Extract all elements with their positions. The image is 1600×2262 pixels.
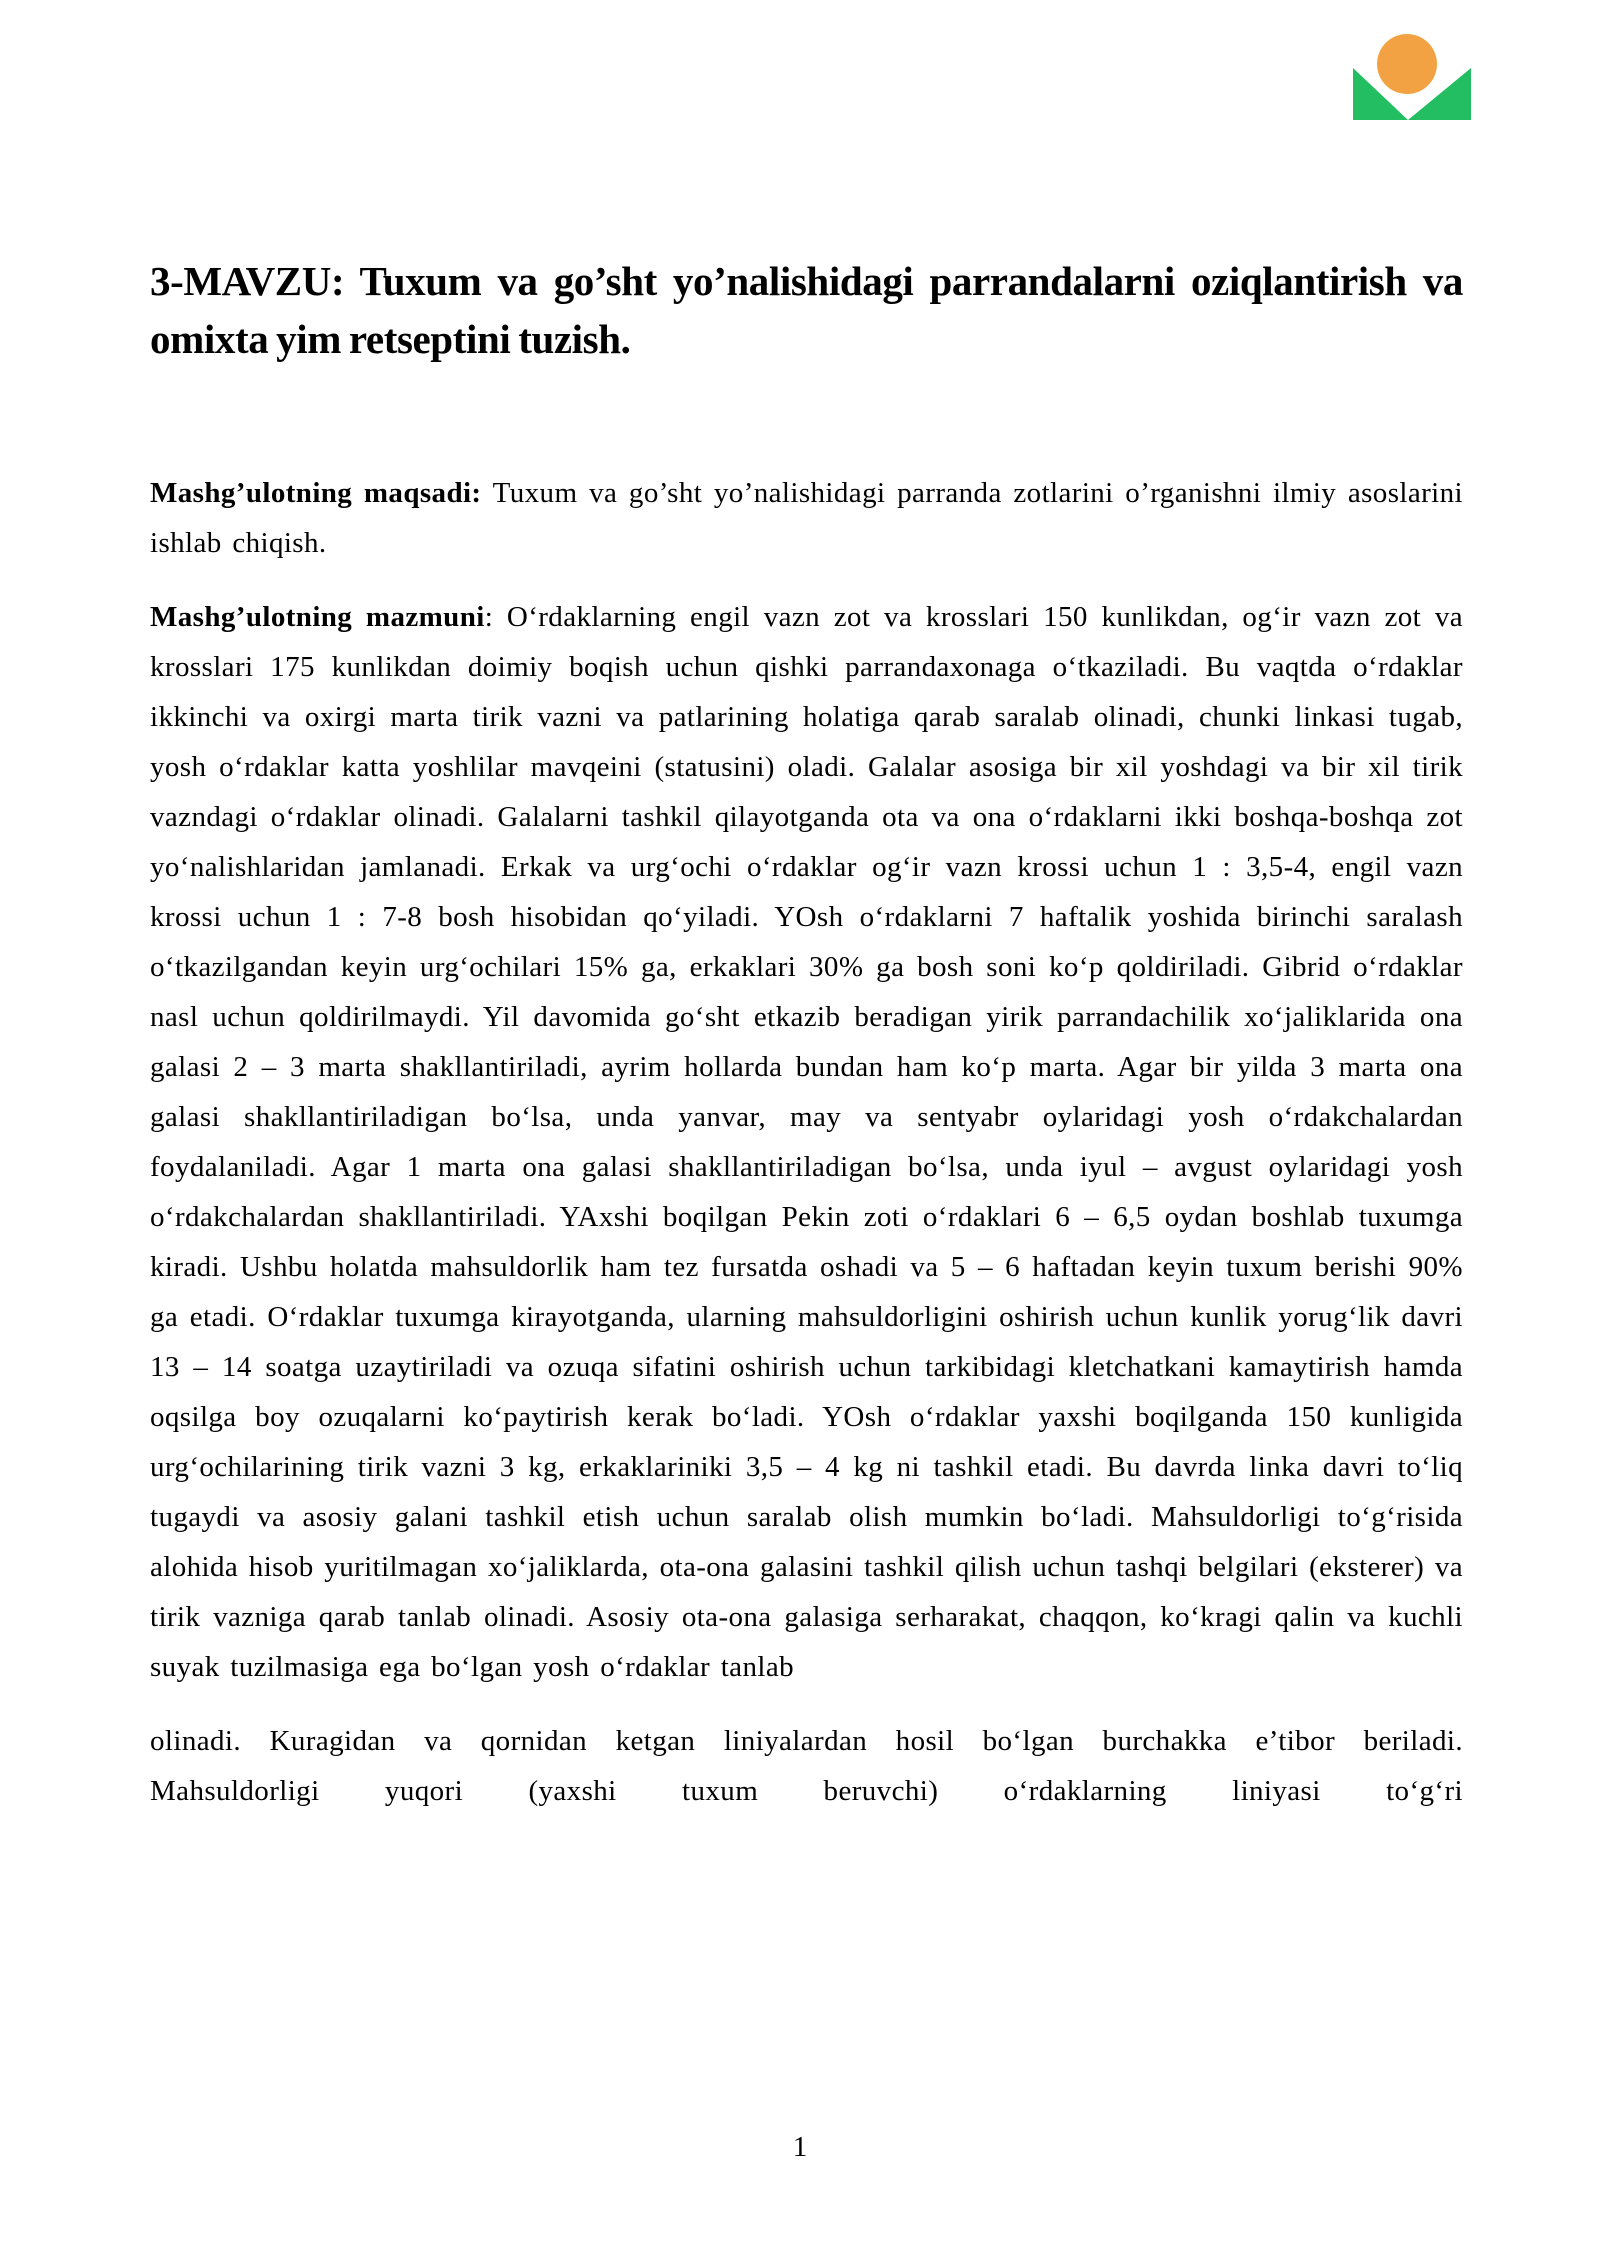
paragraph-purpose-text: Tuxum va go’sht yo’nalishidagi parranda zotlarini o’rganishni ilmiy asoslarini ishlab chiqish. xyxy=(150,477,1463,559)
page-number: 1 xyxy=(792,2131,808,2163)
paragraph-content-text: : Oʻrdaklarning engil vazn zot va krosslari 150 kunlikdan, ogʻir vazn zot va krosslari 175 kunlikdan doimiy boqish uchun qishki parrandaxonaga oʻtkaziladi. Bu vaqtda oʻrdaklar ikkinchi va oxirgi marta tirik vazni va patlarining holatiga qarab saralab olinadi, chunki linkasi tugab, yosh oʻrdaklar katta yoshlilar mavqeini (statusini) oladi. Galalar asosiga bir xil yoshdagi va bir xil tirik vazndagi oʻrdaklar olinadi. Galalarni tashkil qilayotganda ota va ona oʻrdaklarni ikki boshqa-boshqa zot yoʻnalishlaridan jamlanadi. Erkak va urgʻochi oʻrdaklar ogʻir vazn krossi uchun 1 : 3,5-4, engil vazn krossi uchun 1 : 7-8 bosh hisobidan qoʻyiladi. YOsh oʻrdaklarni 7 haftalik yoshida birinchi saralash oʻtkazilgandan keyin urgʻochilari 15% ga, erkaklari 30% ga bosh soni koʻp qoldiriladi. Gibrid oʻrdaklar nasl uchun qoldirilmaydi. Yil davomida goʻsht etkazib beradigan yirik parrandachilik xoʻjaliklarida ona galasi 2 – 3 marta shakllantiriladi, ayrim hollarda bundan ham koʻp marta. Agar bir yilda 3 marta ona galasi shakllantiriladigan boʻlsa, unda yanvar, may va sentyabr oylaridagi yosh oʻrdakchalardan foydalaniladi. Agar 1 marta ona galasi shakllantiriladigan boʻlsa, unda iyul – avgust oylaridagi yosh oʻrdakchalardan shakllantiriladi. YAxshi boqilgan Pekin zoti oʻrdaklari 6 – 6,5 oydan boshlab tuxumga kiradi. Ushbu holatda mahsuldorlik ham tez fursatda oshadi va 5 – 6 haftadan keyin tuxum berishi 90% ga etadi. Oʻrdaklar tuxumga kirayotganda, ularning mahsuldorligini oshirish uchun kunlik yorugʻlik davri 13 – 14 soatga uzaytiriladi va ozuqa sifatini oshirish uchun tarkibidagi kletchatkani kamaytirish hamda oqsilga boy ozuqalarni koʻpaytirish kerak boʻladi. YOsh oʻrdaklar yaxshi boqilganda 150 kunligida urgʻochilarining tirik vazni 3 kg, erkaklariniki 3,5 – 4 kg ni tashkil etadi. Bu davrda linka davri toʻliq tugaydi va asosiy galani tashkil etish uchun saralab olish mumkin boʻladi. Mahsuldorligi toʻgʻrisida alohida hisob yuritilmagan xoʻjaliklarda, ota-ona galasini tashkil qilish uchun tashqi belgilari (eksterer) va tirik vazniga qarab tanlab olinadi. Asosiy ota-ona galasiga serharakat, chaqqon, koʻkragi qalin va kuchli suyak tuzilmasiga ega boʻlgan yosh oʻrdaklar tanlab xyxy=(150,601,1464,1683)
paragraph-continuation-text: olinadi. Kuragidan va qornidan ketgan liniyalardan hosil boʻlgan burchakka e’tibor beriladi. Mahsuldorligi yuqori (yaxshi tuxum beruvchi) oʻrdaklarning liniyasi toʻgʻri xyxy=(150,1725,1463,1807)
paragraph-continuation xyxy=(150,1716,1463,1816)
paragraph-purpose xyxy=(150,468,1463,568)
document-content xyxy=(150,0,1463,1816)
page-footer xyxy=(0,2130,1600,2164)
paragraph-content-lead: Mashg’ulotning mazmuni xyxy=(150,601,485,633)
page-title: 3-MAVZU: Tuxum va go’sht yo’nalishidagi parrandalarni oziqlantirish va omixta yim retseptini tuzish. xyxy=(150,258,1463,362)
paragraph-purpose-lead: Mashg’ulotning maqsadi: xyxy=(150,477,482,509)
paragraph-content xyxy=(150,592,1463,1692)
